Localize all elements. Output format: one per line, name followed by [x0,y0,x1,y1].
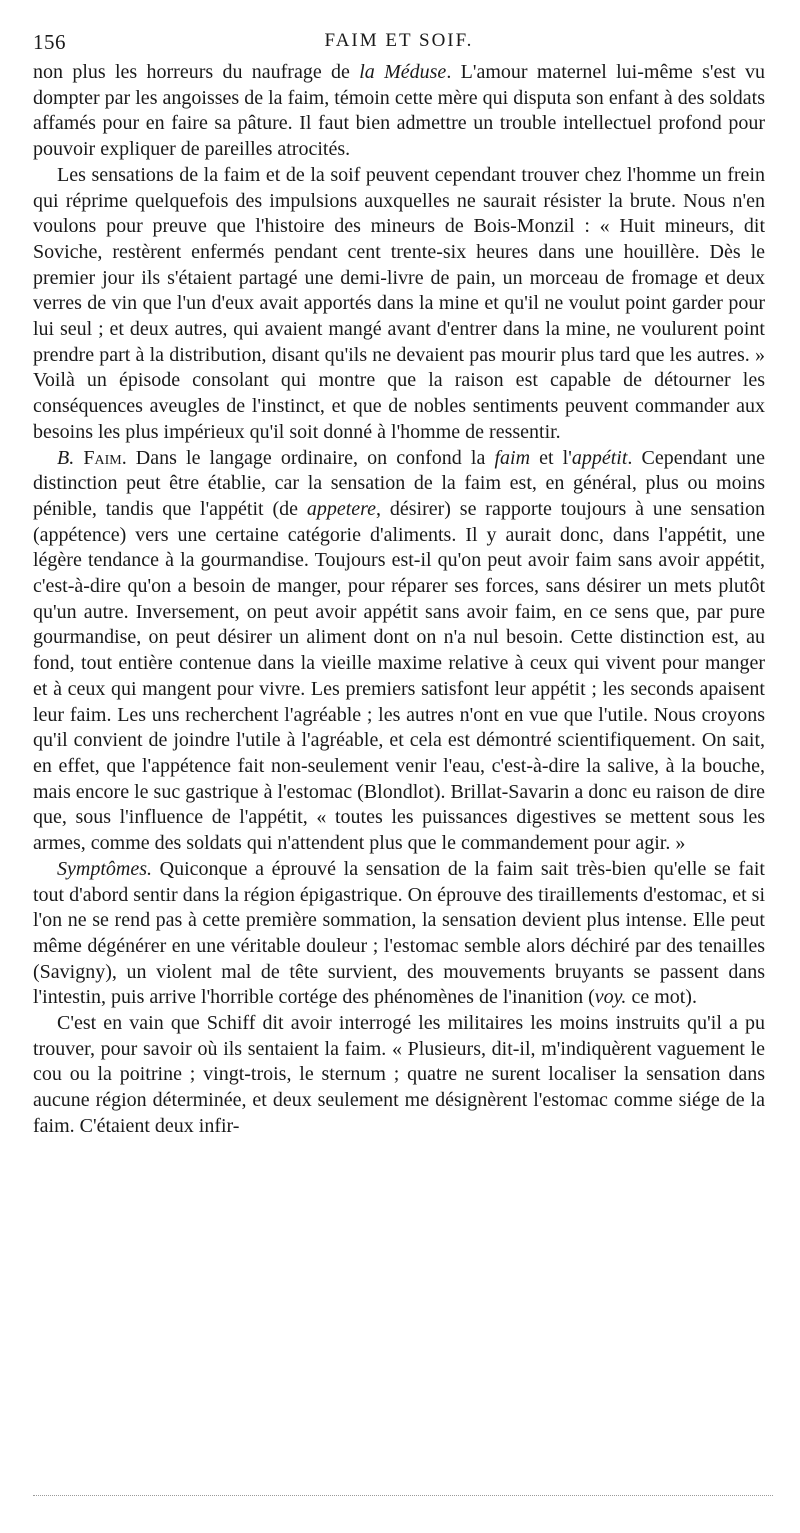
text-run: . L'amour maternel lui-même s'est vu dompter par les angoisses de la faim, témoin cette mère qui disputa son enfant à des soldats affamés pour en faire sa pâture. Il faut bien admettre un trouble intellectuel profond pour pouvoir expliquer de pareilles atrocités. [33,61,766,161]
section-letter: B. [57,446,75,469]
text-run: ce mot). [626,986,697,1009]
page-number: 156 [33,30,66,54]
italic-run: voy. [594,986,627,1009]
section-heading: Faim. [83,446,127,469]
book-page [33,30,765,1140]
text-run: C'est en vain que Schiff dit avoir interrogé les militaires les moins instruits qu'il a pu trouver, pour savoir où ils sentaient la faim. « Plusieurs, dit-il, m'indiquèrent vaguement le cou ou la poitrine ; vingt-trois, le sternum ; quatre ne surent localiser la sensation dans aucune région déterminée, et deux seulement me désignèrent l'estomac comme siége de la faim. C'étaient deux infir- [33,1012,765,1137]
paragraph-2 [33,163,765,446]
italic-run: appetere [306,497,377,520]
paragraph-5 [33,1011,765,1140]
italic-run: la Méduse [359,61,447,83]
text-run: et l' [530,446,572,469]
footer-rule [33,1495,773,1496]
text-run: Dans le langage ordinaire, on confond la [126,446,495,469]
text-run: , désirer) se rapporte toujours à une sensation (appétence) vers une certaine catégorie d'aliments. Il y aurait donc, dans l'appétit, une légère tendance à la gourmandise. Toujours est-il qu'on peut avoir faim sans avoir appétit, c'est-à-dire qu'on a besoin de manger, pour réparer ses forces, sans désirer un mets plutôt qu'un autre. Inversement, on peut avoir appétit sans avoir faim, en ce sens que, par pure gourmandise, on peut désirer un aliment dont on n'a nul besoin. Cette distinction est, au fond, tout entière contenue dans la vieille maxime relative à ceux qui vivent pour manger et à ceux qui mangent pour vivre. Les premiers satisfont leur appétit ; les seconds apaisent leur faim. Les uns recherchent l'agréable ; les autres n'ont en vue que l'utile. Nous croyons qu'il convient de joindre l'utile à l'agréable, et cela est démontré scientifiquement. On sait, en effet, que l'appétence fait non-seulement venir l'eau, c'est-à-dire la salive, à la bouche, mais encore le suc gastrique à l'estomac (Blondlot). Brillat-Savarin a donc eu raison de dire que, sous l'influence de l'appétit, « toutes les puissances digestives se mettent sous les armes, comme des soldats qui n'attendent plus que le commandement pour agir. » [33,497,765,855]
text-run: Les sensations de la faim et de la soif peuvent cependant trouver chez l'homme un frein qui réprime quelquefois des impulsions auxquelles ne saurait résister la brute. Nous n'en voulons pour preuve que l'histoire des mineurs de Bois-Monzil : « Huit mineurs, dit Soviche, restèrent enfermés pendant cent trente-six heures dans une houillère. Dès le premier jour ils s'étaient partagé une demi-livre de pain, un morceau de fromage et deux verres de vin que l'un d'eux avait apportés dans la mine et qu'il ne voulut point garder pour lui seul ; et deux autres, qui avaient mangé avant d'entrer dans la mine, ne voulurent point prendre part à la distribution, disant qu'ils ne devaient pas mourir plus tard que les autres. » Voilà un épisode consolant qui montre que la raison est capable de détourner les conséquences aveugles de l'instinct, et que de nobles sentiments peuvent commander aux besoins les plus impérieux qu'il soit donné à l'homme de ressentir. [33,163,765,443]
text-run: Quiconque a éprouvé la sensation de la faim sait très-bien qu'elle se fait tout d'abord sentir dans la région épigastrique. On éprouve des tiraillements d'estomac, et si l'on ne se rend pas à cette première sommation, la sensation devient plus intense. Elle peut même dégénérer en une véritable douleur ; l'estomac semble alors déchiré par des tenailles (Savigny), un violent mal de tête survient, des mouvements bruyants se passent dans l'intestin, puis arrive l'horrible cortége des phénomènes de l'inanition ( [33,857,766,1009]
text-run: . Cependant une distinction peut être établie, car la sensation de la faim est, en général, plus ou moins pénible, tandis que l'appétit (de [33,446,766,520]
paragraph-1 [33,60,765,163]
subsection-heading: Symptômes. [57,857,152,880]
paragraph-3 [33,446,765,857]
italic-run: appétit [571,446,628,469]
paragraph-4 [33,857,765,1011]
text-run: non plus les horreurs du naufrage de [33,61,360,83]
running-head [33,30,765,56]
running-title: FAIM ET SOIF. [324,30,474,51]
italic-run: faim [494,446,531,469]
body-text [33,60,765,1140]
